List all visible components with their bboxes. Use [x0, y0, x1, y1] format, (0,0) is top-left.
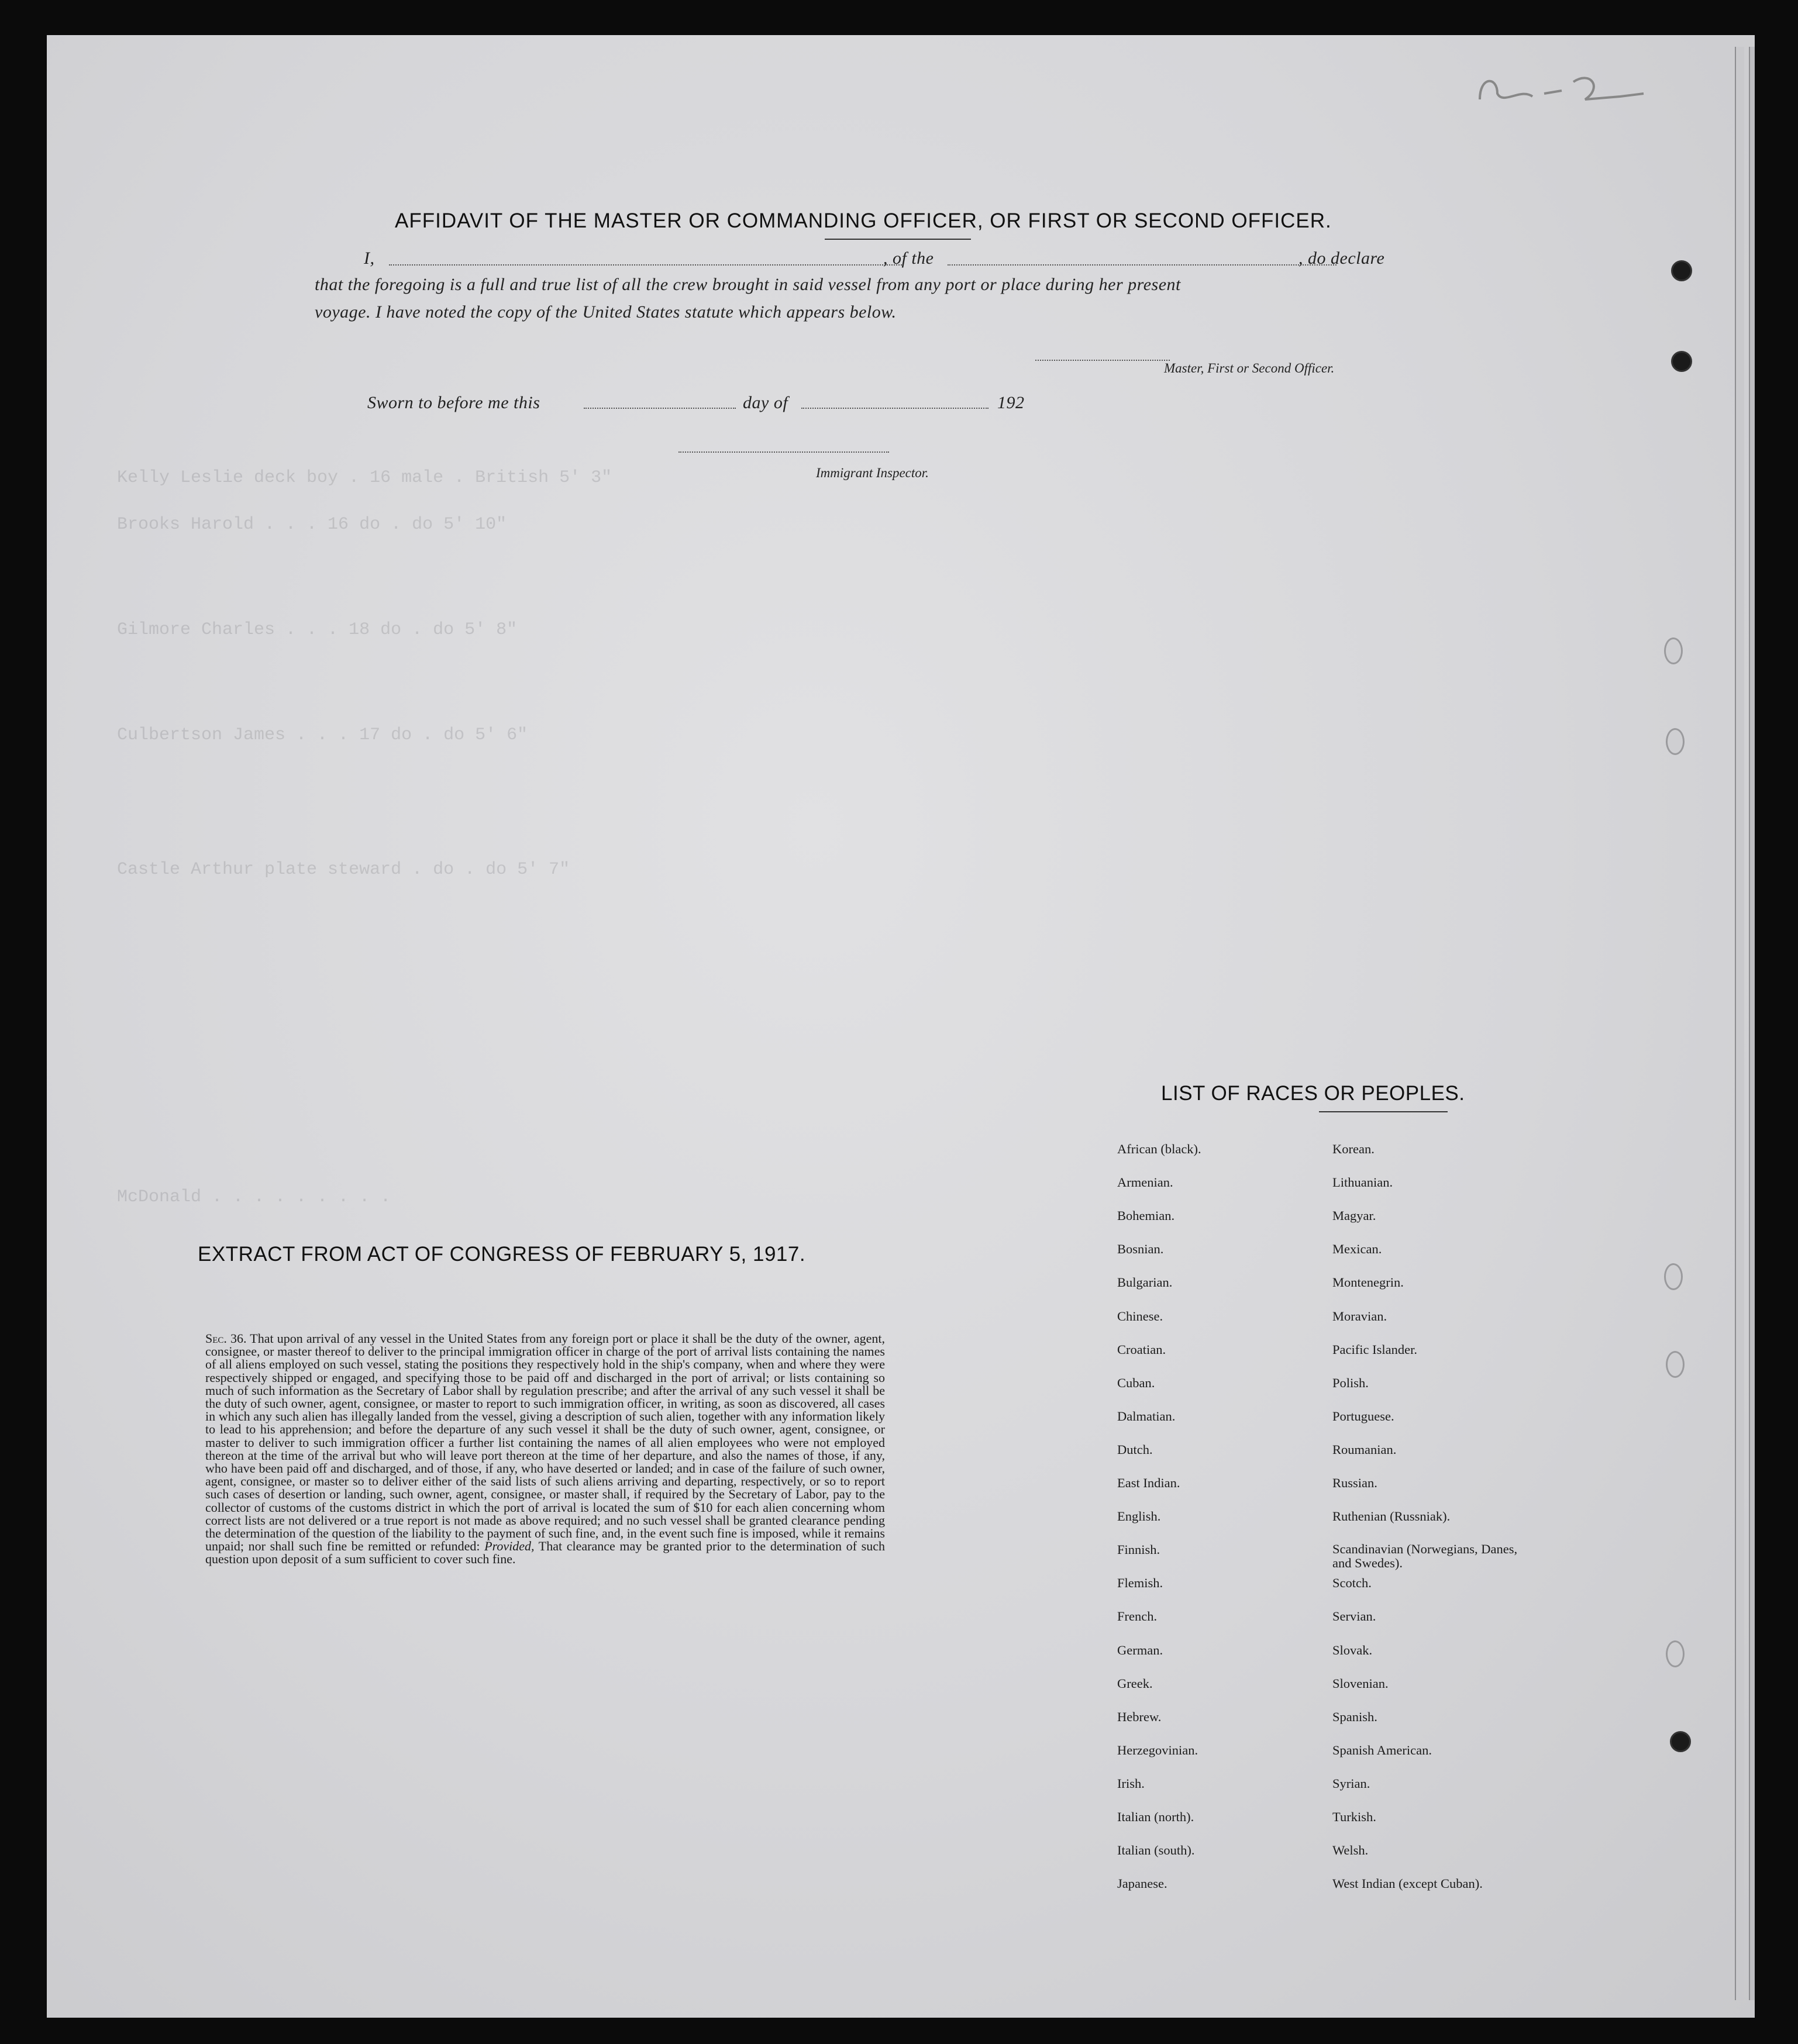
race-item: Polish.	[1332, 1375, 1369, 1390]
bleed-through-text: Brooks Harold . . . 16 do . do 5' 10"	[117, 515, 507, 535]
binder-hole	[1670, 1731, 1691, 1752]
race-item: Irish.	[1117, 1776, 1145, 1791]
race-item: Croatian.	[1117, 1342, 1166, 1357]
race-item: English.	[1117, 1509, 1161, 1524]
extract-title: EXTRACT FROM ACT OF CONGRESS OF FEBRUARY 5, 1917.	[198, 1243, 806, 1266]
sworn-label: Sworn to before me this	[367, 393, 540, 412]
race-item: Syrian.	[1332, 1776, 1370, 1791]
race-item: German.	[1117, 1642, 1163, 1657]
divider	[1319, 1111, 1448, 1112]
affidavit-i-label: I,	[364, 249, 375, 268]
race-item: Ruthenian (Russniak).	[1332, 1509, 1451, 1524]
race-item: Moravian.	[1332, 1308, 1387, 1323]
bleed-through-text: Culbertson James . . . 17 do . do 5' 6"	[117, 725, 528, 745]
manifest-page	[47, 35, 1755, 2018]
bleed-through-text: Castle Arthur plate steward . do . do 5' 7"	[117, 860, 570, 880]
affidavit-title: AFFIDAVIT OF THE MASTER OR COMMANDING OFFICER, OR FIRST OR SECOND OFFICER.	[395, 209, 1332, 232]
inspector-caption: Immigrant Inspector.	[816, 466, 929, 480]
race-item: Slovak.	[1332, 1642, 1373, 1657]
race-item: Servian.	[1332, 1609, 1376, 1624]
binder-hole	[1666, 1351, 1685, 1378]
affidavit-line-2: that the foregoing is a full and true list of all the crew brought in said vessel from any port or place during her present	[315, 275, 1181, 294]
race-item: Welsh.	[1332, 1843, 1369, 1858]
binder-hole	[1666, 1640, 1685, 1667]
race-item: Lithuanian.	[1332, 1175, 1393, 1190]
race-item: Turkish.	[1332, 1809, 1376, 1824]
race-item: West Indian (except Cuban).	[1332, 1876, 1483, 1891]
race-item: Korean.	[1332, 1142, 1375, 1156]
race-item: French.	[1117, 1609, 1158, 1624]
bleed-through-text: McDonald . . . . . . . . .	[117, 1187, 391, 1207]
page-edge	[1735, 47, 1744, 2000]
race-item: Italian (south).	[1117, 1843, 1195, 1858]
race-item: Finnish.	[1117, 1542, 1160, 1557]
race-item: Chinese.	[1117, 1308, 1163, 1323]
binder-hole	[1666, 728, 1685, 755]
act-body: That upon arrival of any vessel in the United States from any foreign port or place it shall be the duty of the owner, agent, consignee, or master thereof to deliver to the principal immigration officer in charge of the port of arrival lists containing the names of all aliens employed on such vessel, stating the positions they respectively hold in the ship's company, when and where they were respectively shipped or engaged, and specifying those to be paid off and discharged in the port of arrival; or lists containing so much of such information as the Secretary of Labor shall by regulation prescribe; and after the arrival of any such vessel it shall be the duty of such owner, agent, consignee, or master to report to such immigration officer, in writing, as soon as discovered, all cases in which any such alien has illegally landed from the vessel, giving a description of such alien, together with any information likely to lead to his apprehension; and before the departure of any such vessel it shall be the duty of such owner, agent, consignee, or master to deliver to such immigration officer a further list containing the names of all alien employees who were not employed thereon at the time of the arrival but who will leave port thereon at the time of her departure, and also the names of those, if any, who have been paid off and discharged, and of those, if any, who have deserted or landed; and in case of the failure of such owner, agent, consignee, or master so to deliver either of the said lists of such aliens arriving and departing, respectively, or so to report such cases of desertion or landing, such owner, agent, consignee, or master shall, if required by the Secretary of Labor, pay to the collector of customs of the customs district in which the port of arrival is located the sum of $10 for each alien concerning whom correct lists are not delivered or a true report is not made as above required; and no such vessel shall be granted clearance pending the determination of the question of the liability to the payment of such fine, and, in the event such fine is imposed, while it remains unpaid; nor shall such fine be remitted or refunded:	[205, 1331, 885, 1554]
year-label: 192	[997, 393, 1025, 412]
race-item: Magyar.	[1332, 1208, 1376, 1223]
race-item: Montenegrin.	[1332, 1275, 1404, 1290]
race-item: Bulgarian.	[1117, 1275, 1173, 1290]
race-item: African (black).	[1117, 1142, 1201, 1156]
race-item: Armenian.	[1117, 1175, 1173, 1190]
master-caption: Master, First or Second Officer.	[1164, 361, 1335, 375]
act-text	[205, 1332, 885, 1566]
race-item: Japanese.	[1117, 1876, 1167, 1891]
race-item: East Indian.	[1117, 1476, 1180, 1490]
race-item: Hebrew.	[1117, 1709, 1162, 1724]
binder-hole	[1671, 351, 1692, 372]
affidavit-line-3: voyage. I have noted the copy of the United States statute which appears below.	[315, 302, 897, 322]
race-item: Slovenian.	[1332, 1676, 1389, 1691]
race-item: Herzegovinian.	[1117, 1742, 1198, 1757]
inspector-signature-field[interactable]	[678, 451, 889, 453]
race-item: Portuguese.	[1332, 1408, 1394, 1423]
race-item: Bohemian.	[1117, 1208, 1175, 1223]
race-item: Spanish American.	[1332, 1742, 1432, 1757]
provided-label: Provided,	[484, 1539, 535, 1554]
race-item: Italian (north).	[1117, 1809, 1194, 1824]
divider	[825, 239, 971, 240]
race-item: Scandinavian (Norwegians, Danes, and Swedes).	[1332, 1542, 1518, 1571]
races-title: LIST OF RACES OR PEOPLES.	[1161, 1082, 1465, 1105]
race-item: Dutch.	[1117, 1442, 1153, 1457]
race-item: Spanish.	[1332, 1709, 1377, 1724]
race-item: Russian.	[1332, 1476, 1377, 1490]
race-item: Scotch.	[1332, 1576, 1372, 1591]
race-item: Dalmatian.	[1117, 1408, 1176, 1423]
binder-hole	[1671, 260, 1692, 281]
sworn-month-field[interactable]	[801, 408, 988, 409]
binder-hole	[1664, 1263, 1683, 1290]
race-item: Mexican.	[1332, 1242, 1382, 1257]
race-item: Bosnian.	[1117, 1242, 1164, 1257]
binder-hole	[1664, 637, 1683, 664]
bleed-through-text: Kelly Leslie deck boy . 16 male . British 5' 3"	[117, 468, 612, 488]
race-item: Roumanian.	[1332, 1442, 1397, 1457]
affidavit-declare-label: , do declare	[1298, 249, 1385, 268]
day-of-label: day of	[743, 393, 788, 412]
section-label: Sec. 36.	[205, 1331, 247, 1346]
act-body-end: That clearance may be granted prior to the determination of such question upon deposit of a sum sufficient to cover such fine.	[205, 1539, 886, 1567]
bleed-through-text: Gilmore Charles . . . 18 do . do 5' 8"	[117, 620, 518, 640]
sworn-day-field[interactable]	[584, 408, 736, 409]
vessel-name-field[interactable]	[948, 264, 1337, 266]
officer-name-field[interactable]	[389, 264, 904, 266]
pencil-mark	[1474, 64, 1649, 111]
page-edge	[1749, 47, 1755, 2000]
race-item: Greek.	[1117, 1676, 1153, 1691]
race-item: Pacific Islander.	[1332, 1342, 1417, 1357]
affidavit-of-the-label: , of the	[883, 249, 934, 268]
race-item: Flemish.	[1117, 1576, 1163, 1591]
race-item: Cuban.	[1117, 1375, 1155, 1390]
master-signature-field[interactable]	[1035, 360, 1170, 361]
